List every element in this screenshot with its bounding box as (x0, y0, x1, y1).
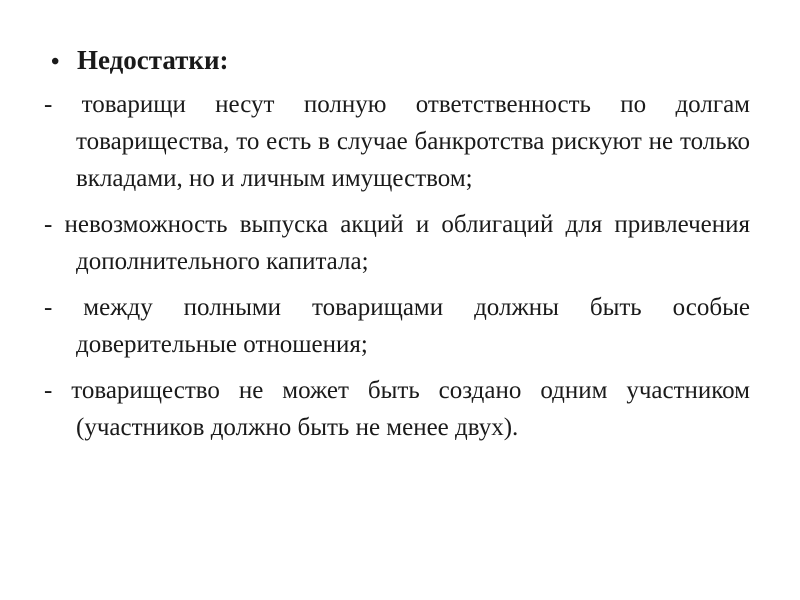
slide-heading: Недостатки: (77, 45, 229, 75)
list-item: - невозможность выпуска акций и облигаций для привлечения дополнительного капитала; (44, 211, 750, 275)
list-item: - товарищи несут полную ответственность по долгам товарищества, то есть в случае банкротства рискуют не только вкладами, но и личным имуществом; (44, 91, 750, 192)
list-item: - между полными товарищами должны быть особые доверительные отношения; (44, 294, 750, 358)
bullet-marker: • (51, 49, 60, 75)
heading-row (51, 40, 229, 82)
disadvantages-list (44, 86, 750, 455)
list-item: - товарищество не может быть создано одним участником (участников должно быть не менее двух). (44, 377, 750, 441)
